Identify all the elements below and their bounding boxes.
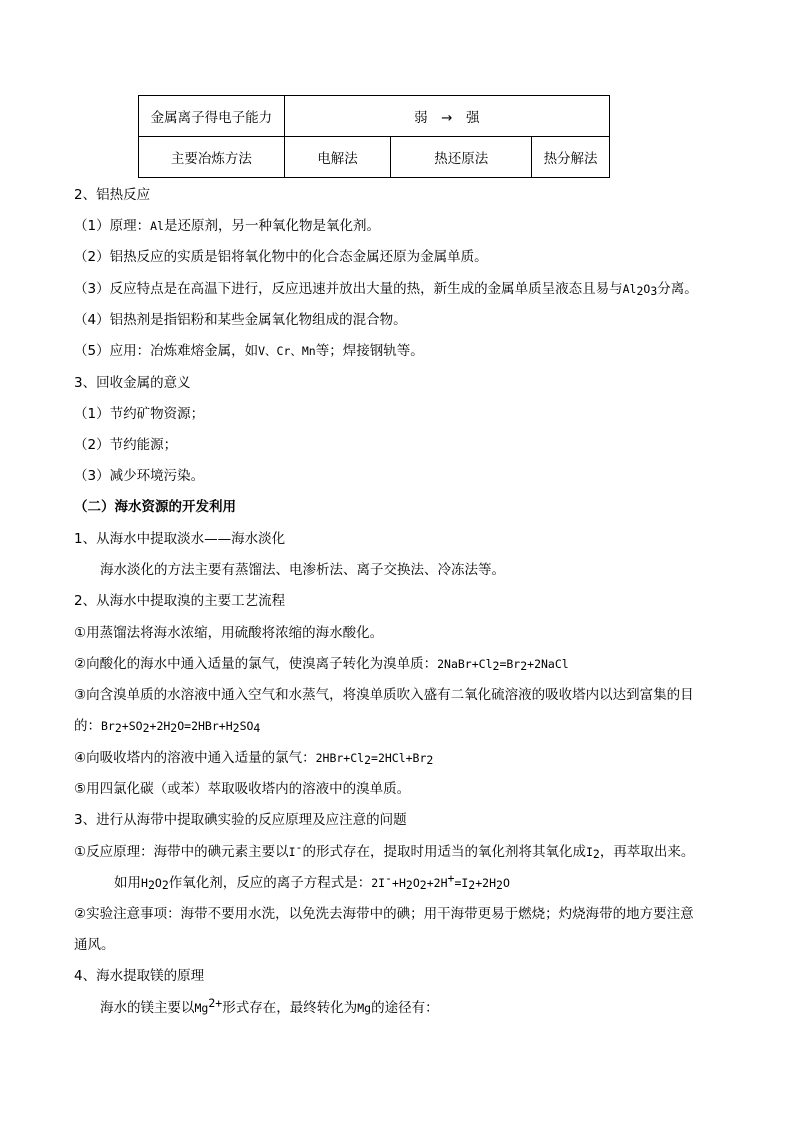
text-line: （4）铝热剂是指铝粉和某些金属氧化物组成的混合物。 [74, 312, 407, 328]
table-cell: 热分解法 [532, 137, 610, 178]
text-line: 通风。 [74, 937, 115, 953]
text-line: （3）减少环境污染。 [74, 468, 205, 484]
section-heading: 3、回收金属的意义 [74, 375, 191, 391]
table-cell: 热还原法 [391, 137, 532, 178]
text-line: ②实验注意事项：海带不要用水洗，以免洗去海带中的碘；用干海带更易于燃烧；灼烧海带的地方要注意 [74, 906, 694, 922]
metal-smelting-table [138, 95, 610, 178]
section-heading: 4、海水提取镁的原理 [74, 968, 205, 984]
text-line: （1）节约矿物资源； [74, 406, 205, 422]
table-cell: 弱 → 强 [284, 96, 609, 137]
text-line: （2）节约能源； [74, 437, 178, 453]
text-line: （5）应用：冶炼难熔金属，如V、Cr、Mn等；焊接钢轨等。 [74, 343, 424, 359]
text-line: 如用$H_2O_2$作氧化剂，反应的离子方程式是：$2I^-+H_2O_2+2H^+=I_2+2H_2O$ [114, 871, 510, 892]
text-line: ③向含溴单质的水溶液中通入空气和水蒸气，将溴单质吹入盛有二氧化硫溶液的吸收塔内以达到富集的目 [74, 687, 694, 703]
section-heading: 2、从海水中提取溴的主要工艺流程 [74, 593, 286, 609]
section-heading: 2、铝热反应 [74, 187, 151, 203]
section-title: （二）海水资源的开发利用 [74, 499, 236, 515]
table-row [139, 137, 610, 178]
section-heading: 3、进行从海带中提取碘实验的反应原理及应注意的问题 [74, 812, 407, 828]
table-row [139, 96, 610, 137]
text-line: ④向吸收塔内的溶液中通入适量的氯气：$2HBr+Cl_2=2HCl+Br_2$ [74, 750, 434, 767]
text-line: ⑤用四氯化碳（或苯）萃取吸收塔内的溶液中的溴单质。 [74, 781, 411, 797]
text-line: ①用蒸馏法将海水浓缩，用硫酸将浓缩的海水酸化。 [74, 625, 384, 641]
text-line: （3）反应特点是在高温下进行，反应迅速并放出大量的热，新生成的金属单质呈液态且易与$Al_2O_3$分离。 [74, 281, 698, 298]
text-line: ②向酸化的海水中通入适量的氯气，使溴离子转化为溴单质：$2NaBr+Cl_2=Br_2+2NaCl$ [74, 656, 569, 673]
table-header-cell: 金属离子得电子能力 [139, 96, 285, 137]
table-header-cell: 主要冶炼方法 [139, 137, 285, 178]
table-cell: 电解法 [284, 137, 391, 178]
section-heading: 1、从海水中提取淡水——海水淡化 [74, 531, 286, 547]
text-line: ①反应原理：海带中的碘元素主要以I-的形式存在，提取时用适当的氧化剂将其氧化成$I_2$，再萃取出来。 [74, 840, 695, 861]
text-line: 海水的镁主要以$Mg^{2+}$形式存在，最终转化为Mg的途径有： [100, 996, 439, 1016]
text-line: （2）铝热反应的实质是铝将氧化物中的化合态金属还原为金属单质。 [74, 249, 488, 265]
text-line: 的：$Br_2+SO_2+2H_2O=2HBr+H_2SO_4$ [74, 718, 261, 735]
text-line: 海水淡化的方法主要有蒸馏法、电渗析法、离子交换法、冷冻法等。 [100, 562, 505, 578]
text-line: （1）原理：Al是还原剂，另一种氧化物是氧化剂。 [74, 218, 380, 234]
